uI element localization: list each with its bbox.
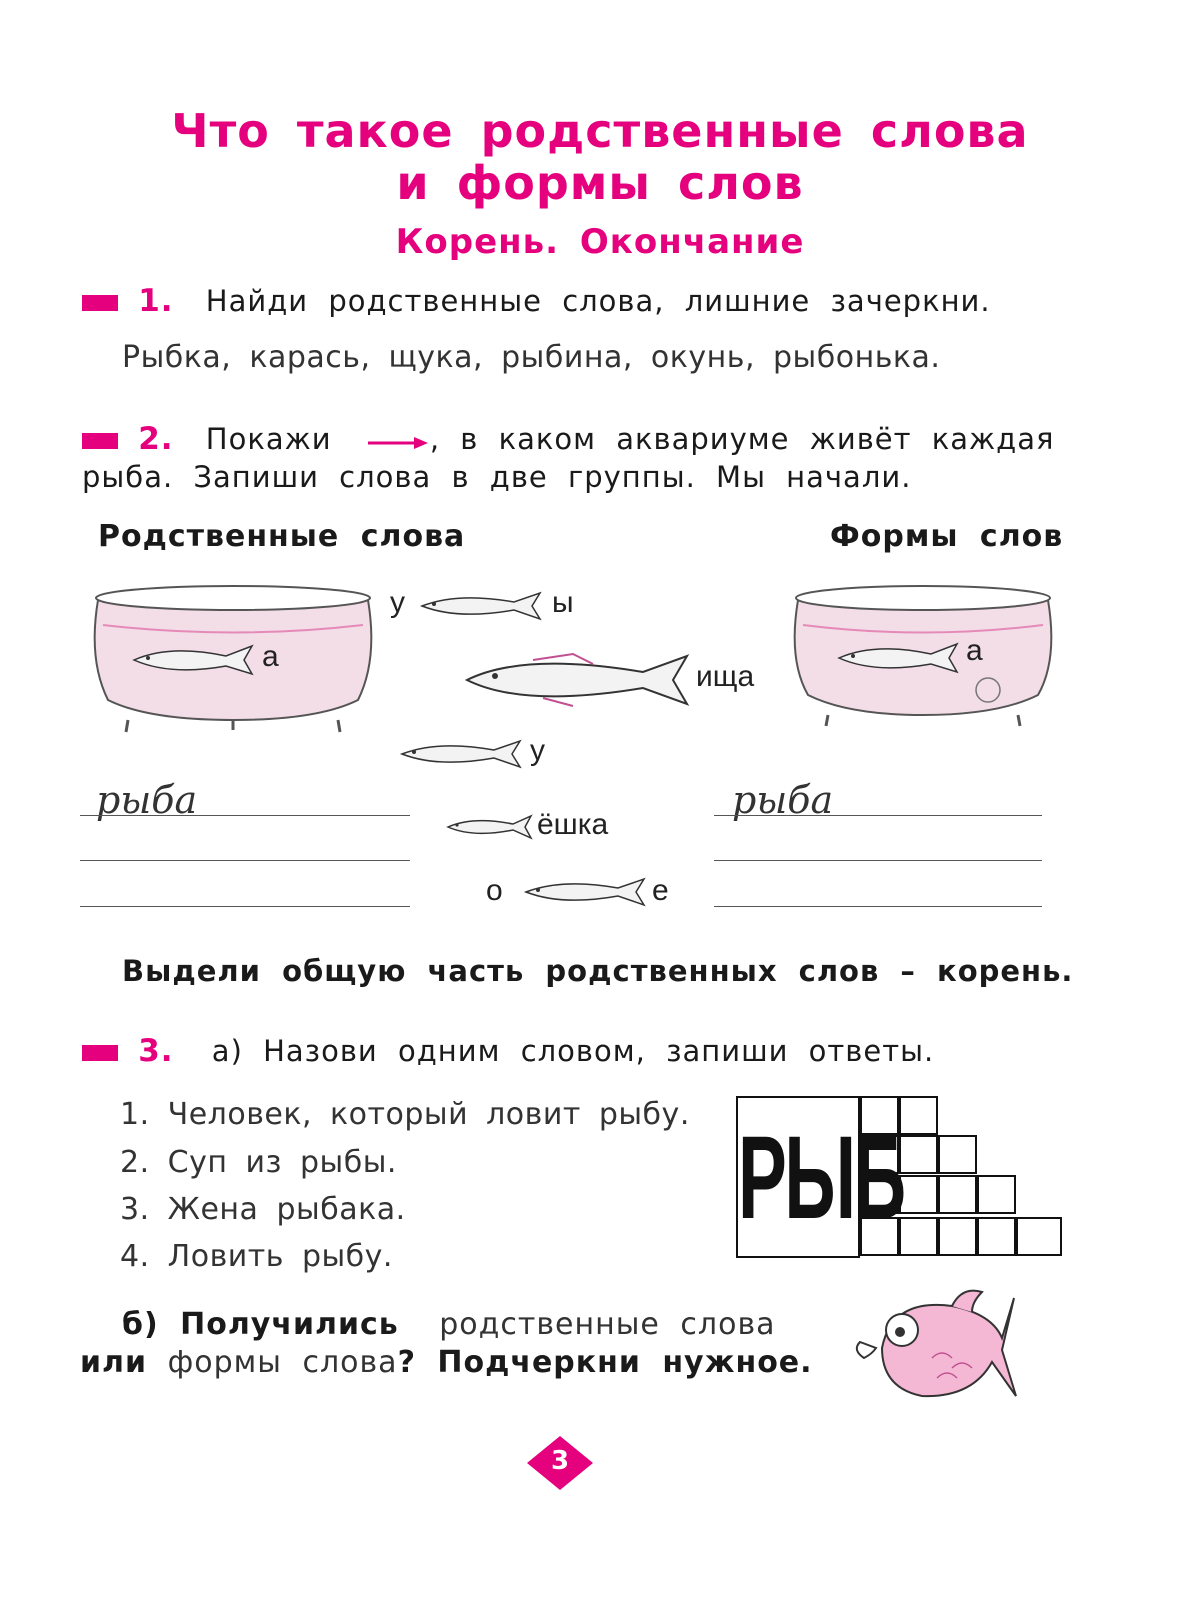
grid-cell[interactable] xyxy=(977,1175,1016,1214)
fish-icon[interactable] xyxy=(522,874,650,910)
grid-cell[interactable] xyxy=(860,1135,899,1174)
grid-cell[interactable] xyxy=(938,1175,977,1214)
fish1-suffix: ы xyxy=(552,586,574,619)
task3-number: 3. xyxy=(138,1033,174,1069)
task2-note: Выдели общую часть родственных слов – корень. xyxy=(122,954,1074,988)
left-tank-label: а xyxy=(262,640,279,673)
page-title-line1: Что такое родственные слова xyxy=(171,104,1029,158)
grid-cell[interactable] xyxy=(899,1135,938,1174)
task-marker-icon xyxy=(82,1045,118,1061)
task1-header xyxy=(82,282,991,320)
fish2-suffix: ища xyxy=(696,660,755,693)
task2-number: 2. xyxy=(138,421,174,457)
grid-cell[interactable] xyxy=(899,1096,938,1135)
right-written-word: рыба xyxy=(732,778,834,822)
grid-cell[interactable] xyxy=(938,1217,977,1256)
cartoon-fish-icon xyxy=(842,1278,1017,1410)
right-writing-line[interactable] xyxy=(714,906,1042,907)
right-writing-line[interactable] xyxy=(714,860,1042,861)
task3-part-b-1: б) Получились xyxy=(122,1307,399,1342)
task3-part-b-3: или xyxy=(80,1345,148,1380)
task2-instruction-part2: , в каком аквариуме живёт каждая xyxy=(429,422,1055,456)
grid-cell[interactable] xyxy=(860,1096,899,1135)
task3-option-forms[interactable]: формы слова xyxy=(167,1345,398,1380)
grid-cell[interactable] xyxy=(977,1217,1016,1256)
fish-icon[interactable] xyxy=(418,588,546,624)
left-heading: Родственные слова xyxy=(98,519,466,554)
grid-cell[interactable] xyxy=(860,1175,899,1214)
fish-icon[interactable] xyxy=(398,736,526,772)
page-number: 3 xyxy=(550,1446,570,1476)
right-writing-line[interactable] xyxy=(714,815,1042,816)
fish3-suffix: у xyxy=(530,734,545,767)
task-marker-icon xyxy=(82,433,118,449)
fish4-suffix: ёшка xyxy=(537,808,609,841)
grid-cell[interactable] xyxy=(899,1217,938,1256)
task2-instruction-part1: Покажи xyxy=(205,422,332,456)
right-heading: Формы слов xyxy=(830,519,1064,554)
left-written-word: рыба xyxy=(96,778,198,822)
fish-icon xyxy=(835,638,963,678)
task3-item: 4. Ловить рыбу. xyxy=(120,1239,393,1274)
pike-icon[interactable] xyxy=(463,648,691,710)
task1-instruction: Найди родственные слова, лишние зачеркни. xyxy=(205,284,991,318)
task3-option-related[interactable]: родственные слова xyxy=(439,1307,776,1342)
task3-part-a: а) Назови одним словом, запиши ответы. xyxy=(211,1034,935,1068)
fish5-prefix: о xyxy=(486,874,503,907)
task2-header xyxy=(82,420,1082,458)
page-title-line2: и формы слов xyxy=(396,156,804,210)
task3-item: 2. Суп из рыбы. xyxy=(120,1145,397,1180)
fish5-suffix: е xyxy=(652,874,669,907)
fish-icon xyxy=(130,640,258,680)
task3-item: 3. Жена рыбака. xyxy=(120,1192,406,1227)
grid-cell[interactable] xyxy=(1016,1217,1062,1256)
grid-prefix: РЫБ xyxy=(738,1112,904,1244)
arrow-icon xyxy=(366,431,430,451)
task1-number: 1. xyxy=(138,283,174,319)
grid-cell[interactable] xyxy=(938,1135,977,1174)
task3-part-b-5: ? Подчеркни нужное. xyxy=(397,1345,813,1380)
fish1-prefix: у xyxy=(390,586,405,619)
task3-part-b-line1 xyxy=(122,1306,776,1344)
grid-prefix-box xyxy=(736,1096,904,1258)
left-writing-line[interactable] xyxy=(80,906,410,907)
task3-header xyxy=(82,1032,934,1070)
page-subtitle: Корень. Окончание xyxy=(395,222,805,262)
task3-item: 1. Человек, который ловит рыбу. xyxy=(120,1097,690,1132)
left-writing-line[interactable] xyxy=(80,860,410,861)
grid-cell[interactable] xyxy=(860,1217,899,1256)
right-tank-label: а xyxy=(966,634,983,667)
grid-cell[interactable] xyxy=(899,1175,938,1214)
task2-instruction-line2: рыба. Запиши слова в две группы. Мы начали. xyxy=(82,460,912,494)
left-writing-line[interactable] xyxy=(80,815,410,816)
task3-part-b-line2 xyxy=(80,1344,813,1382)
fish-icon[interactable] xyxy=(445,812,535,842)
task-marker-icon xyxy=(82,295,118,311)
task1-words: Рыбка, карась, щука, рыбина, окунь, рыбонька. xyxy=(122,340,941,375)
